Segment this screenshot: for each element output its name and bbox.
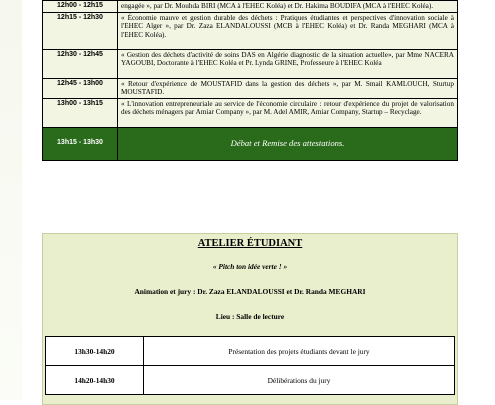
workshop-title: ATELIER ÉTUDIANT [197, 238, 303, 249]
closing-time: 13h15 - 13h30 [43, 127, 118, 160]
session-time: 12h00 - 12h15 [43, 1, 118, 13]
session-time: 12h30 - 12h45 [43, 49, 118, 78]
table-row [46, 366, 455, 395]
closing-row [43, 127, 458, 160]
session-description: engagée », par Dr. Mouhda BIRI (MCA à l'EHEC Koléa) et Dr. Hakima BOUDIFA (MCA à l'EHEC Koléa). [118, 1, 458, 13]
workshop-subtitle: « Pitch ton idée verte ! » [212, 262, 288, 271]
table-row [43, 12, 458, 49]
table-row [43, 49, 458, 78]
table-row [43, 1, 458, 13]
student-workshop-section [42, 233, 458, 405]
workshop-session-description: Délibérations du jury [144, 366, 455, 395]
session-time: 13h00 - 13h15 [43, 98, 118, 127]
page-side-decoration [0, 0, 22, 400]
session-description: « L'innovation entrepreneuriale au service de l'économie circulaire : retour d'expérience du projet de valorisation des déchets ménagers par Amiar Company », par M. Adel AMIR, Amiar Company, Startup – Recyclage. [118, 98, 458, 127]
schedule-table [42, 0, 458, 161]
workshop-location: Lieu : Salle de lecture [215, 312, 285, 321]
table-row [43, 78, 458, 98]
table-row [46, 337, 455, 366]
session-description: « Économie mauve et gestion durable des déchets : Pratiques étudiantes et perspectives d'innovation sociale à l'EHEC Alger », par Dr. Zaza ELANDALOUSSI (MCB à l'EHEC Koléa) et Dr. Randa MEGHARI (MCA à l'EHEC Koléa). [118, 12, 458, 49]
session-description: « Retour d'expérience de MOUSTAFID dans la gestion des déchets », par M. Smail KAMLOUCH, Sturtup MOUSTAFID. [118, 78, 458, 98]
closing-description: Débat et Remise des attestations. [118, 127, 458, 160]
session-description: « Gestion des déchets d'activité de soins DAS en Algérie diagnostic de la situation actuelle», par Mme NACERA YAGOUBI, Doctorante à l'EHEC Koléa et Pr. Lynda GRINE, Professeure à l'EHEC Koléa [118, 49, 458, 78]
table-row [43, 98, 458, 127]
workshop-session-description: Présentation des projets étudiants devant le jury [144, 337, 455, 366]
workshop-jury: Animation et jury : Dr. Zaza ELANDALOUSSI et Dr. Randa MEGHARI [134, 287, 366, 296]
workshop-schedule-table [45, 336, 455, 395]
workshop-session-time: 13h30-14h20 [46, 337, 144, 366]
session-time: 12h15 - 12h30 [43, 12, 118, 49]
workshop-session-time: 14h20-14h30 [46, 366, 144, 395]
session-time: 12h45 - 13h00 [43, 78, 118, 98]
